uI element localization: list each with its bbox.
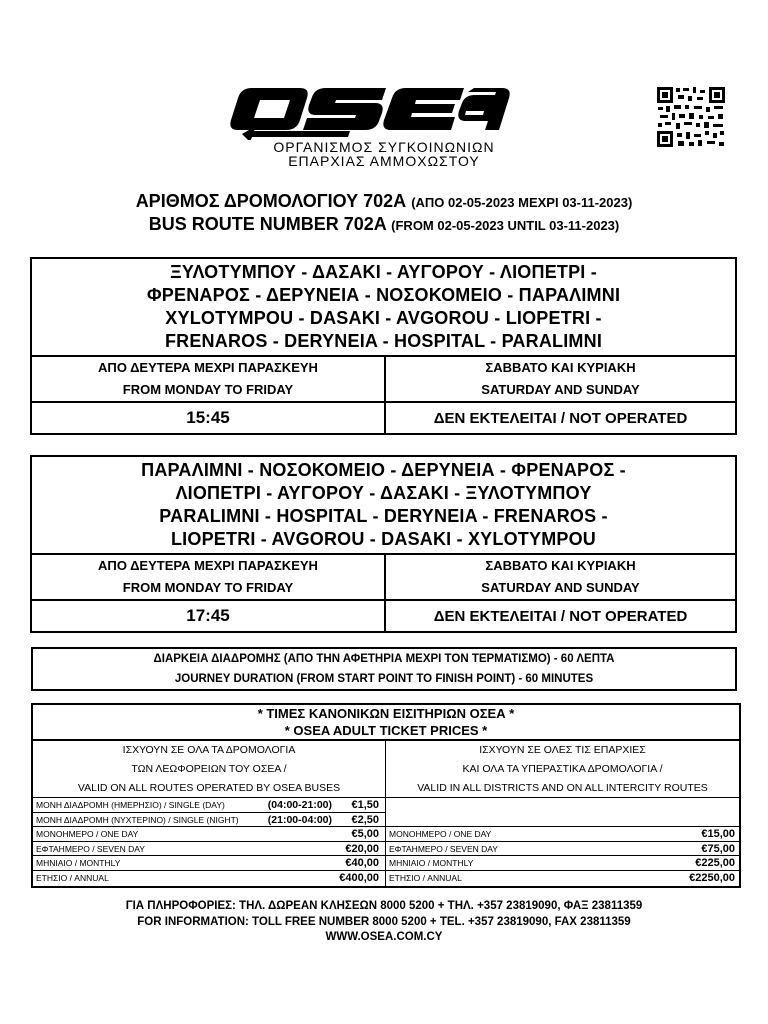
row-label: ΜΗΝΙΑΙΟ / MONTHLY <box>389 858 474 868</box>
row-label: ΕΤΗΣΙΟ / ANNUAL <box>36 873 109 883</box>
row-price: €2250,00 <box>689 872 735 884</box>
row-label: ΜΟΝΗ ΔΙΑΔΡΟΜΗ (ΗΜΕΡΗΣΙΟ) / SINGLE (DAY) <box>36 800 225 810</box>
footer-info-en: FOR INFORMATION: TOLL FREE NUMBER 8000 5200 + TEL. +357 23819090, FAX 23811359 <box>137 916 631 928</box>
row-label: ΕΦΤΑΗΜΕΡΟ / SEVEN DAY <box>389 844 498 854</box>
route2-weekday-time: 17:45 <box>31 600 385 632</box>
prices-header-gr: * ΤΙΜΕΣ ΚΑΝΟΝΙΚΩΝ ΕΙΣΙΤΗΡΙΩΝ ΟΣΕΑ * <box>257 706 515 721</box>
duration-en: JOURNEY DURATION (FROM START POINT TO FINISH POINT) - 60 MINUTES <box>174 673 594 685</box>
prices-header <box>33 705 739 741</box>
prices-column-divider <box>385 741 386 886</box>
row-label: ΜΟΝΟΗΜΕΡΟ / ONE DAY <box>389 829 492 839</box>
left-header-line1: ΙΣΧΥΟΥΝ ΣΕ ΟΛΑ ΤΑ ΔΡΟΜΟΛΟΓΙΑ <box>122 744 296 756</box>
route1-gr-line1: ΞΥΛΟΤΥΜΠΟΥ - ΔΑΣΑΚΙ - ΑΥΓΟΡΟΥ - ΛΙΟΠΕΤΡΙ - <box>170 262 597 282</box>
row-price: €225,00 <box>695 857 735 869</box>
row-price: €15,00 <box>701 828 735 840</box>
route1-weekend-en: SATURDAY AND SUNDAY <box>481 382 640 397</box>
route1-weekday-time: 15:45 <box>31 402 385 434</box>
route1-table <box>30 257 737 435</box>
row-label: ΜΟΝΟΗΜΕΡΟ / ONE DAY <box>36 829 139 839</box>
row-divider <box>33 855 739 856</box>
row-hours: (04:00-21:00) <box>267 799 332 811</box>
row-price: €20,00 <box>345 843 379 855</box>
right-header-line3: VALID IN ALL DISTRICTS AND ON ALL INTERCITY ROUTES <box>417 782 708 794</box>
left-header-line2: ΤΩΝ ΛΕΩΦΟΡΕΙΩΝ ΤΟΥ ΟΣΕΑ / <box>131 763 287 775</box>
route1-weekend-gr: ΣΑΒΒΑΤΟ ΚΑΙ ΚΥΡΙΑΚΗ <box>485 360 636 375</box>
row-divider <box>33 826 739 827</box>
journey-duration-box <box>31 647 737 691</box>
route-number-gr: ΑΡΙΘΜΟΣ ΔΡΟΜΟΛΟΓΙΟΥ 702Α <box>135 191 407 211</box>
prices-right-header <box>386 741 739 799</box>
route2-weekend-en: SATURDAY AND SUNDAY <box>481 580 640 595</box>
qr-code-icon <box>656 86 726 148</box>
route2-weekend-header <box>385 554 736 600</box>
right-price-row <box>389 827 738 842</box>
org-name-line1: ΟΡΓΑΝΙΣΜΟΣ ΣΥΓΚΟΙΝΩΝΙΩΝ <box>273 139 495 155</box>
row-price: €2,50 <box>351 814 379 826</box>
row-price: €5,00 <box>351 828 379 840</box>
prices-header-en: * OSEA ADULT TICKET PRICES * <box>284 723 488 738</box>
route2-weekday-en: FROM MONDAY TO FRIDAY <box>122 580 294 595</box>
route1-stops <box>31 258 736 356</box>
route2-gr-line2: ΛΙΟΠΕΤΡΙ - ΑΥΓΟΡΟΥ - ΔΑΣΑΚΙ - ΞΥΛΟΤΥΜΠΟΥ <box>175 483 592 503</box>
right-price-row <box>389 871 738 886</box>
row-label: ΜΟΝΗ ΔΙΑΔΡΟΜΗ (ΝΥΧΤΕΡΙΝΟ) / SINGLE (NIGHT) <box>36 815 239 825</box>
left-price-row <box>36 856 382 871</box>
route-title-en <box>0 214 768 235</box>
row-divider <box>33 870 739 871</box>
prices-left-header <box>33 741 385 799</box>
route2-weekday-header <box>31 554 385 600</box>
ticket-prices-box <box>31 703 741 888</box>
route2-stops <box>31 456 736 554</box>
right-header-line1: ΙΣΧΥΟΥΝ ΣΕ ΟΛΕΣ ΤΙΣ ΕΠΑΡΧΙΕΣ <box>479 744 646 756</box>
duration-gr: ΔΙΑΡΚΕΙΑ ΔΙΑΔΡΟΜΗΣ (ΑΠΟ ΤΗΝ ΑΦΕΤΗΡΙΑ ΜΕΧΡΙ ΤΟΝ ΤΕΡΜΑΤΙΣΜΟ) - 60 ΛΕΠΤΑ <box>153 653 615 665</box>
route1-en-line2: FRENAROS - DERYNEIA - HOSPITAL - PARALIMNI <box>164 331 603 351</box>
route2-weekday-gr: ΑΠΟ ΔΕΥΤΕΡΑ ΜΕΧΡΙ ΠΑΡΑΣΚΕΥΗ <box>98 558 318 573</box>
row-label: ΕΤΗΣΙΟ / ANNUAL <box>389 873 462 883</box>
row-divider <box>33 841 739 842</box>
route-title-gr <box>0 191 768 212</box>
footer-website-link[interactable]: WWW.OSEA.COM.CY <box>325 931 443 943</box>
footer-info-gr: ΓΙΑ ΠΛΗΡΟΦΟΡΙΕΣ: ΤΗΛ. ΔΩΡΕΑΝ ΚΛΗΣΕΩΝ 8000 5200 + ΤΗΛ. +357 23819090, ΦΑΞ 23811359 <box>125 900 643 912</box>
route2-weekend-time: ΔΕΝ ΕΚΤΕΛΕΙΤΑΙ / NOT OPERATED <box>385 600 736 632</box>
row-price: €400,00 <box>339 872 379 884</box>
route2-en-line2: LIOPETRI - AVGOROU - DASAKI - XYLOTYMPOU <box>170 529 596 549</box>
left-price-row <box>36 798 382 813</box>
route1-weekday-gr: ΑΠΟ ΔΕΥΤΕΡΑ ΜΕΧΡΙ ΠΑΡΑΣΚΕΥΗ <box>98 360 318 375</box>
route1-weekday-en: FROM MONDAY TO FRIDAY <box>122 382 294 397</box>
route2-weekend-gr: ΣΑΒΒΑΤΟ ΚΑΙ ΚΥΡΙΑΚΗ <box>485 558 636 573</box>
route1-weekday-header <box>31 356 385 402</box>
left-price-row <box>36 827 382 842</box>
route1-gr-line2: ΦΡΕΝΑΡΟΣ - ΔΕΡΥΝΕΙΑ - ΝΟΣΟΚΟΜΕΙΟ - ΠΑΡΑΛΙΜΝΙ <box>146 285 621 305</box>
osea-logo <box>222 84 512 140</box>
route-dates-gr: (ΑΠΟ 02-05-2023 ΜΕΧΡΙ 03-11-2023) <box>411 195 633 210</box>
route-dates-en: (FROM 02-05-2023 UNTIL 03-11-2023) <box>391 218 620 233</box>
row-price: €1,50 <box>351 799 379 811</box>
row-divider <box>33 812 385 813</box>
route-number-en: BUS ROUTE NUMBER 702A <box>148 214 387 234</box>
route2-gr-line1: ΠΑΡΑΛΙΜΝΙ - ΝΟΣΟΚΟΜΕΙΟ - ΔΕΡΥΝΕΙΑ - ΦΡΕΝΑΡΟΣ - <box>141 460 626 480</box>
right-price-row <box>389 856 738 871</box>
left-header-line3: VALID ON ALL ROUTES OPERATED BY OSEA BUSES <box>77 782 341 794</box>
row-hours: (21:00-04:00) <box>267 814 332 826</box>
left-price-row <box>36 871 382 886</box>
row-price: €75,00 <box>701 843 735 855</box>
right-header-line2: ΚΑΙ ΟΛΑ ΤΑ ΥΠΕΡΑΣΤΙΚΑ ΔΡΟΜΟΛΟΓΙΑ / <box>462 763 663 775</box>
row-label: ΜΗΝΙΑΙΟ / MONTHLY <box>36 858 121 868</box>
org-name-line2: ΕΠΑΡΧΙΑΣ ΑΜΜΟΧΩΣΤΟΥ <box>288 153 480 169</box>
route1-en-line1: XYLOTYMPOU - DASAKI - AVGOROU - LIOPETRI - <box>165 308 602 328</box>
route1-weekend-time: ΔΕΝ ΕΚΤΕΛΕΙΤΑΙ / NOT OPERATED <box>385 402 736 434</box>
row-label: ΕΦΤΑΗΜΕΡΟ / SEVEN DAY <box>36 844 145 854</box>
route1-weekend-header <box>385 356 736 402</box>
row-price: €40,00 <box>345 857 379 869</box>
route2-en-line1: PARALIMNI - HOSPITAL - DERYNEIA - FRENAROS - <box>159 506 608 526</box>
route2-table <box>30 455 737 633</box>
